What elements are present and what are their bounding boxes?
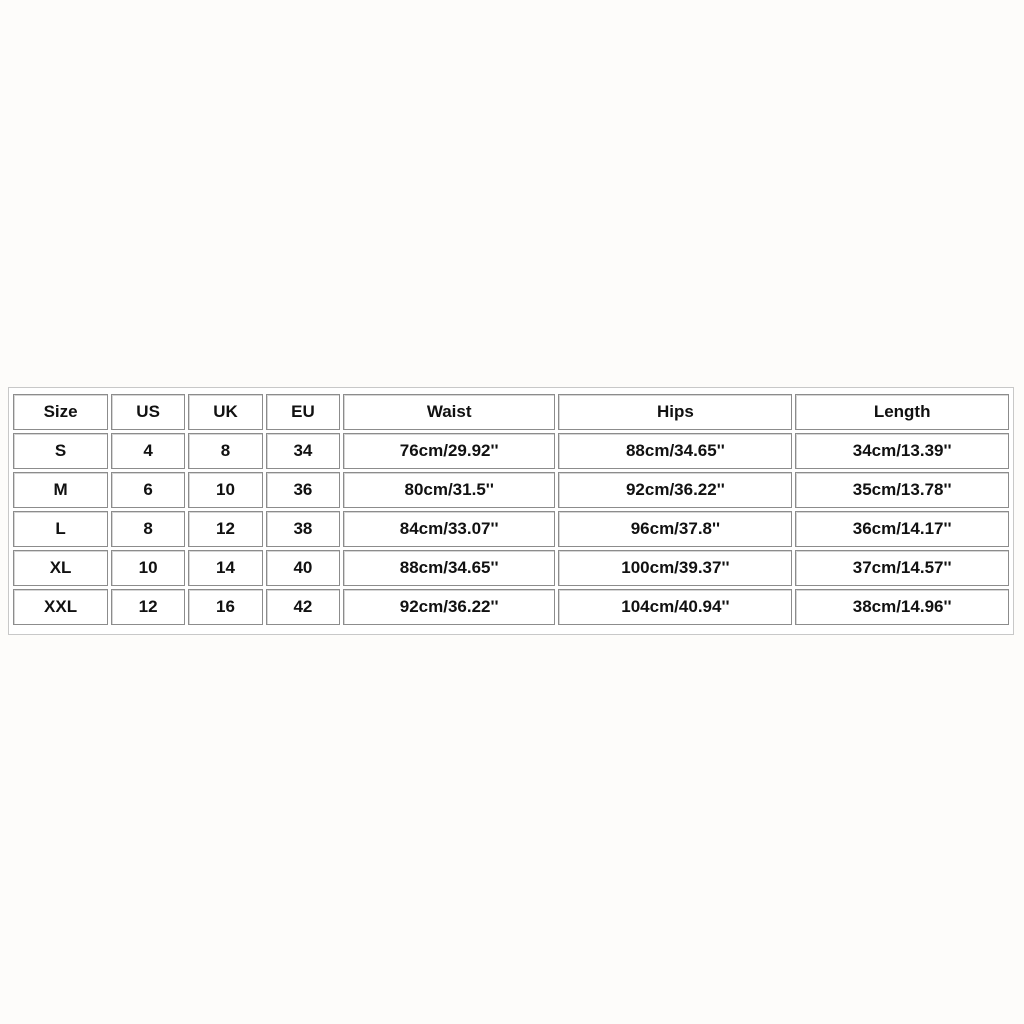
cell-waist: 76cm/29.92'' — [343, 433, 556, 469]
cell-size: XXL — [13, 589, 108, 625]
cell-size: L — [13, 511, 108, 547]
cell-waist: 92cm/36.22'' — [343, 589, 556, 625]
header-cell-length: Length — [795, 394, 1009, 430]
cell-us: 4 — [111, 433, 185, 469]
cell-hips: 100cm/39.37'' — [558, 550, 792, 586]
header-cell-size: Size — [13, 394, 108, 430]
table-row — [13, 472, 1009, 508]
cell-eu: 34 — [266, 433, 340, 469]
cell-us: 6 — [111, 472, 185, 508]
table-row — [13, 433, 1009, 469]
header-cell-uk: UK — [188, 394, 263, 430]
cell-size: S — [13, 433, 108, 469]
cell-size: M — [13, 472, 108, 508]
cell-uk: 10 — [188, 472, 263, 508]
header-cell-waist: Waist — [343, 394, 556, 430]
cell-uk: 16 — [188, 589, 263, 625]
size-chart-table — [10, 391, 1012, 628]
cell-us: 10 — [111, 550, 185, 586]
table-row — [13, 550, 1009, 586]
header-cell-us: US — [111, 394, 185, 430]
table-row — [13, 511, 1009, 547]
cell-length: 36cm/14.17'' — [795, 511, 1009, 547]
cell-uk: 14 — [188, 550, 263, 586]
cell-eu: 38 — [266, 511, 340, 547]
cell-length: 34cm/13.39'' — [795, 433, 1009, 469]
cell-uk: 12 — [188, 511, 263, 547]
header-row — [13, 394, 1009, 430]
cell-length: 38cm/14.96'' — [795, 589, 1009, 625]
cell-waist: 84cm/33.07'' — [343, 511, 556, 547]
cell-eu: 42 — [266, 589, 340, 625]
cell-hips: 96cm/37.8'' — [558, 511, 792, 547]
cell-waist: 80cm/31.5'' — [343, 472, 556, 508]
header-cell-hips: Hips — [558, 394, 792, 430]
cell-eu: 36 — [266, 472, 340, 508]
cell-length: 37cm/14.57'' — [795, 550, 1009, 586]
cell-uk: 8 — [188, 433, 263, 469]
cell-waist: 88cm/34.65'' — [343, 550, 556, 586]
cell-hips: 88cm/34.65'' — [558, 433, 792, 469]
cell-hips: 92cm/36.22'' — [558, 472, 792, 508]
header-cell-eu: EU — [266, 394, 340, 430]
size-chart-frame — [8, 387, 1014, 635]
cell-size: XL — [13, 550, 108, 586]
cell-us: 8 — [111, 511, 185, 547]
table-row — [13, 589, 1009, 625]
cell-hips: 104cm/40.94'' — [558, 589, 792, 625]
cell-length: 35cm/13.78'' — [795, 472, 1009, 508]
cell-us: 12 — [111, 589, 185, 625]
cell-eu: 40 — [266, 550, 340, 586]
